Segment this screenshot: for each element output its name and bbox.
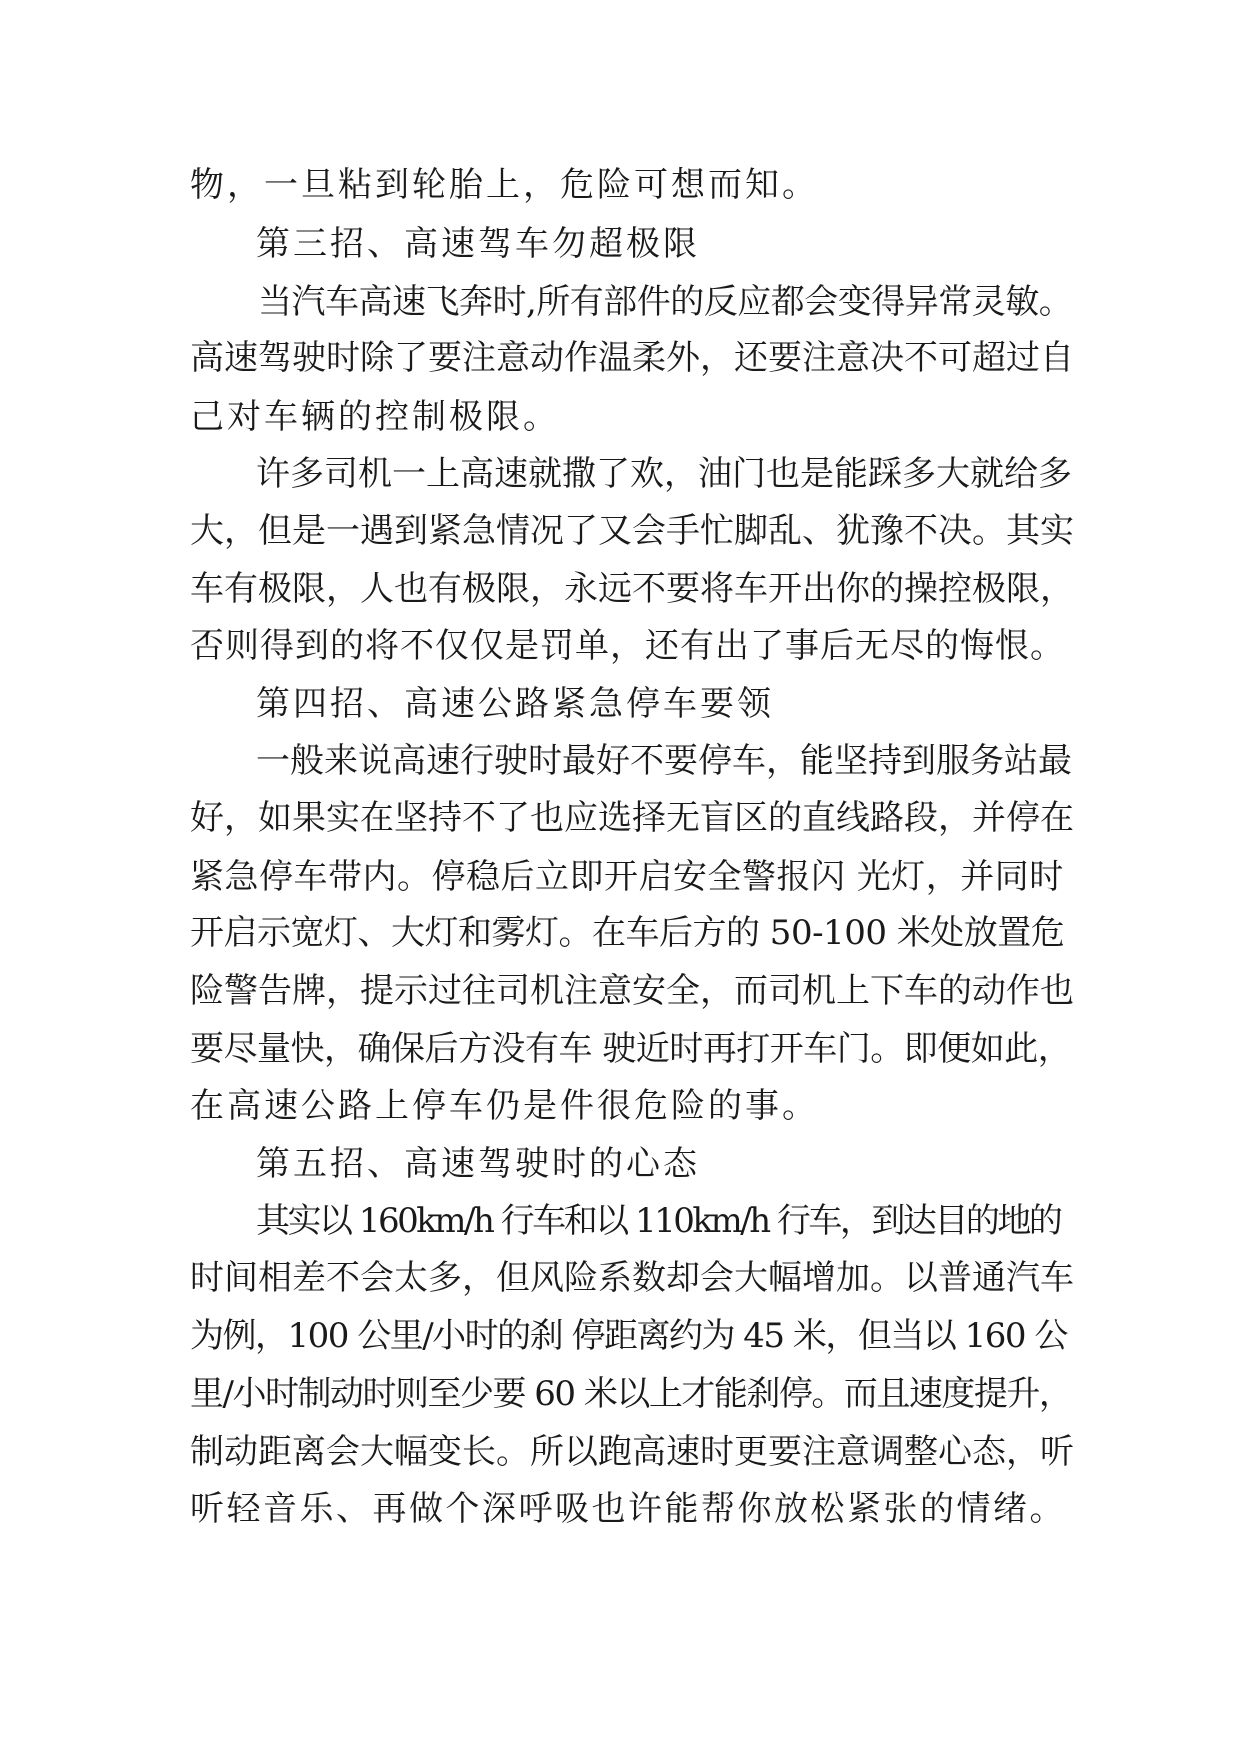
text-line: 为例，100 公里/小时的刹 停距离约为 45 米，但当以 160 公 <box>190 1316 1067 1356</box>
text-line: 大，但是一遇到紧急情况了又会手忙脚乱、犹豫不决。其实 <box>190 511 1074 551</box>
section-heading: 第四招、高速公路紧急停车要领 <box>256 684 774 724</box>
text-line: 紧急停车带内。停稳后立即开启安全警报闪 光灯，并同时 <box>190 857 1064 897</box>
section-heading: 第五招、高速驾驶时的心态 <box>256 1144 700 1184</box>
section-heading: 第三招、高速驾车勿超极限 <box>256 224 700 264</box>
text-line: 否则得到的将不仅仅是罚单，还有出了事后无尽的悔恨。 <box>190 626 1065 666</box>
text-line: 好，如果实在坚持不了也应选择无盲区的直线路段，并停在 <box>190 798 1074 838</box>
text-line: 己对车辆的控制极限。 <box>190 397 560 437</box>
text-line: 一般来说高速行驶时最好不要停车，能坚持到服务站最 <box>256 741 1072 781</box>
text-line: 制动距离会大幅变长。所以跑高速时更要注意调整心态，听 <box>190 1432 1074 1472</box>
text-line: 开启示宽灯、大灯和雾灯。在车后方的 50-100 米处放置危 <box>190 913 1065 953</box>
text-line: 物，一旦粘到轮胎上，危险可想而知。 <box>190 165 819 205</box>
text-line: 险警告牌，提示过往司机注意安全，而司机上下车的动作也 <box>190 971 1074 1011</box>
text-line: 许多司机一上高速就撒了欢，油门也是能踩多大就给多 <box>256 454 1072 494</box>
text-line: 车有极限，人也有极限，永远不要将车开出你的操控极限， <box>190 569 1074 609</box>
text-line: 听轻音乐、再做个深呼吸也许能帮你放松紧张的情绪。 <box>190 1489 1066 1529</box>
text-line: 里/小时制动时则至少要 60 米以上才能刹停。而且速度提升， <box>190 1374 1072 1414</box>
text-line: 要尽量快，确保后方没有车 驶近时再打开车门。即便如此， <box>190 1029 1072 1069</box>
text-line: 在高速公路上停车仍是件很危险的事。 <box>190 1086 819 1126</box>
text-line: 其实以 160km/h 行车和以 110km/h 行车，到达目的地的 <box>256 1201 1061 1241</box>
text-line: 时间相差不会太多，但风险系数却会大幅增加。以普通汽车 <box>190 1258 1074 1298</box>
text-line: 高速驾驶时除了要注意动作温柔外，还要注意决不可超过自 <box>190 338 1074 378</box>
text-line: 当汽车高速飞奔时,所有部件的反应都会变得异常灵敏。 <box>258 282 1073 322</box>
